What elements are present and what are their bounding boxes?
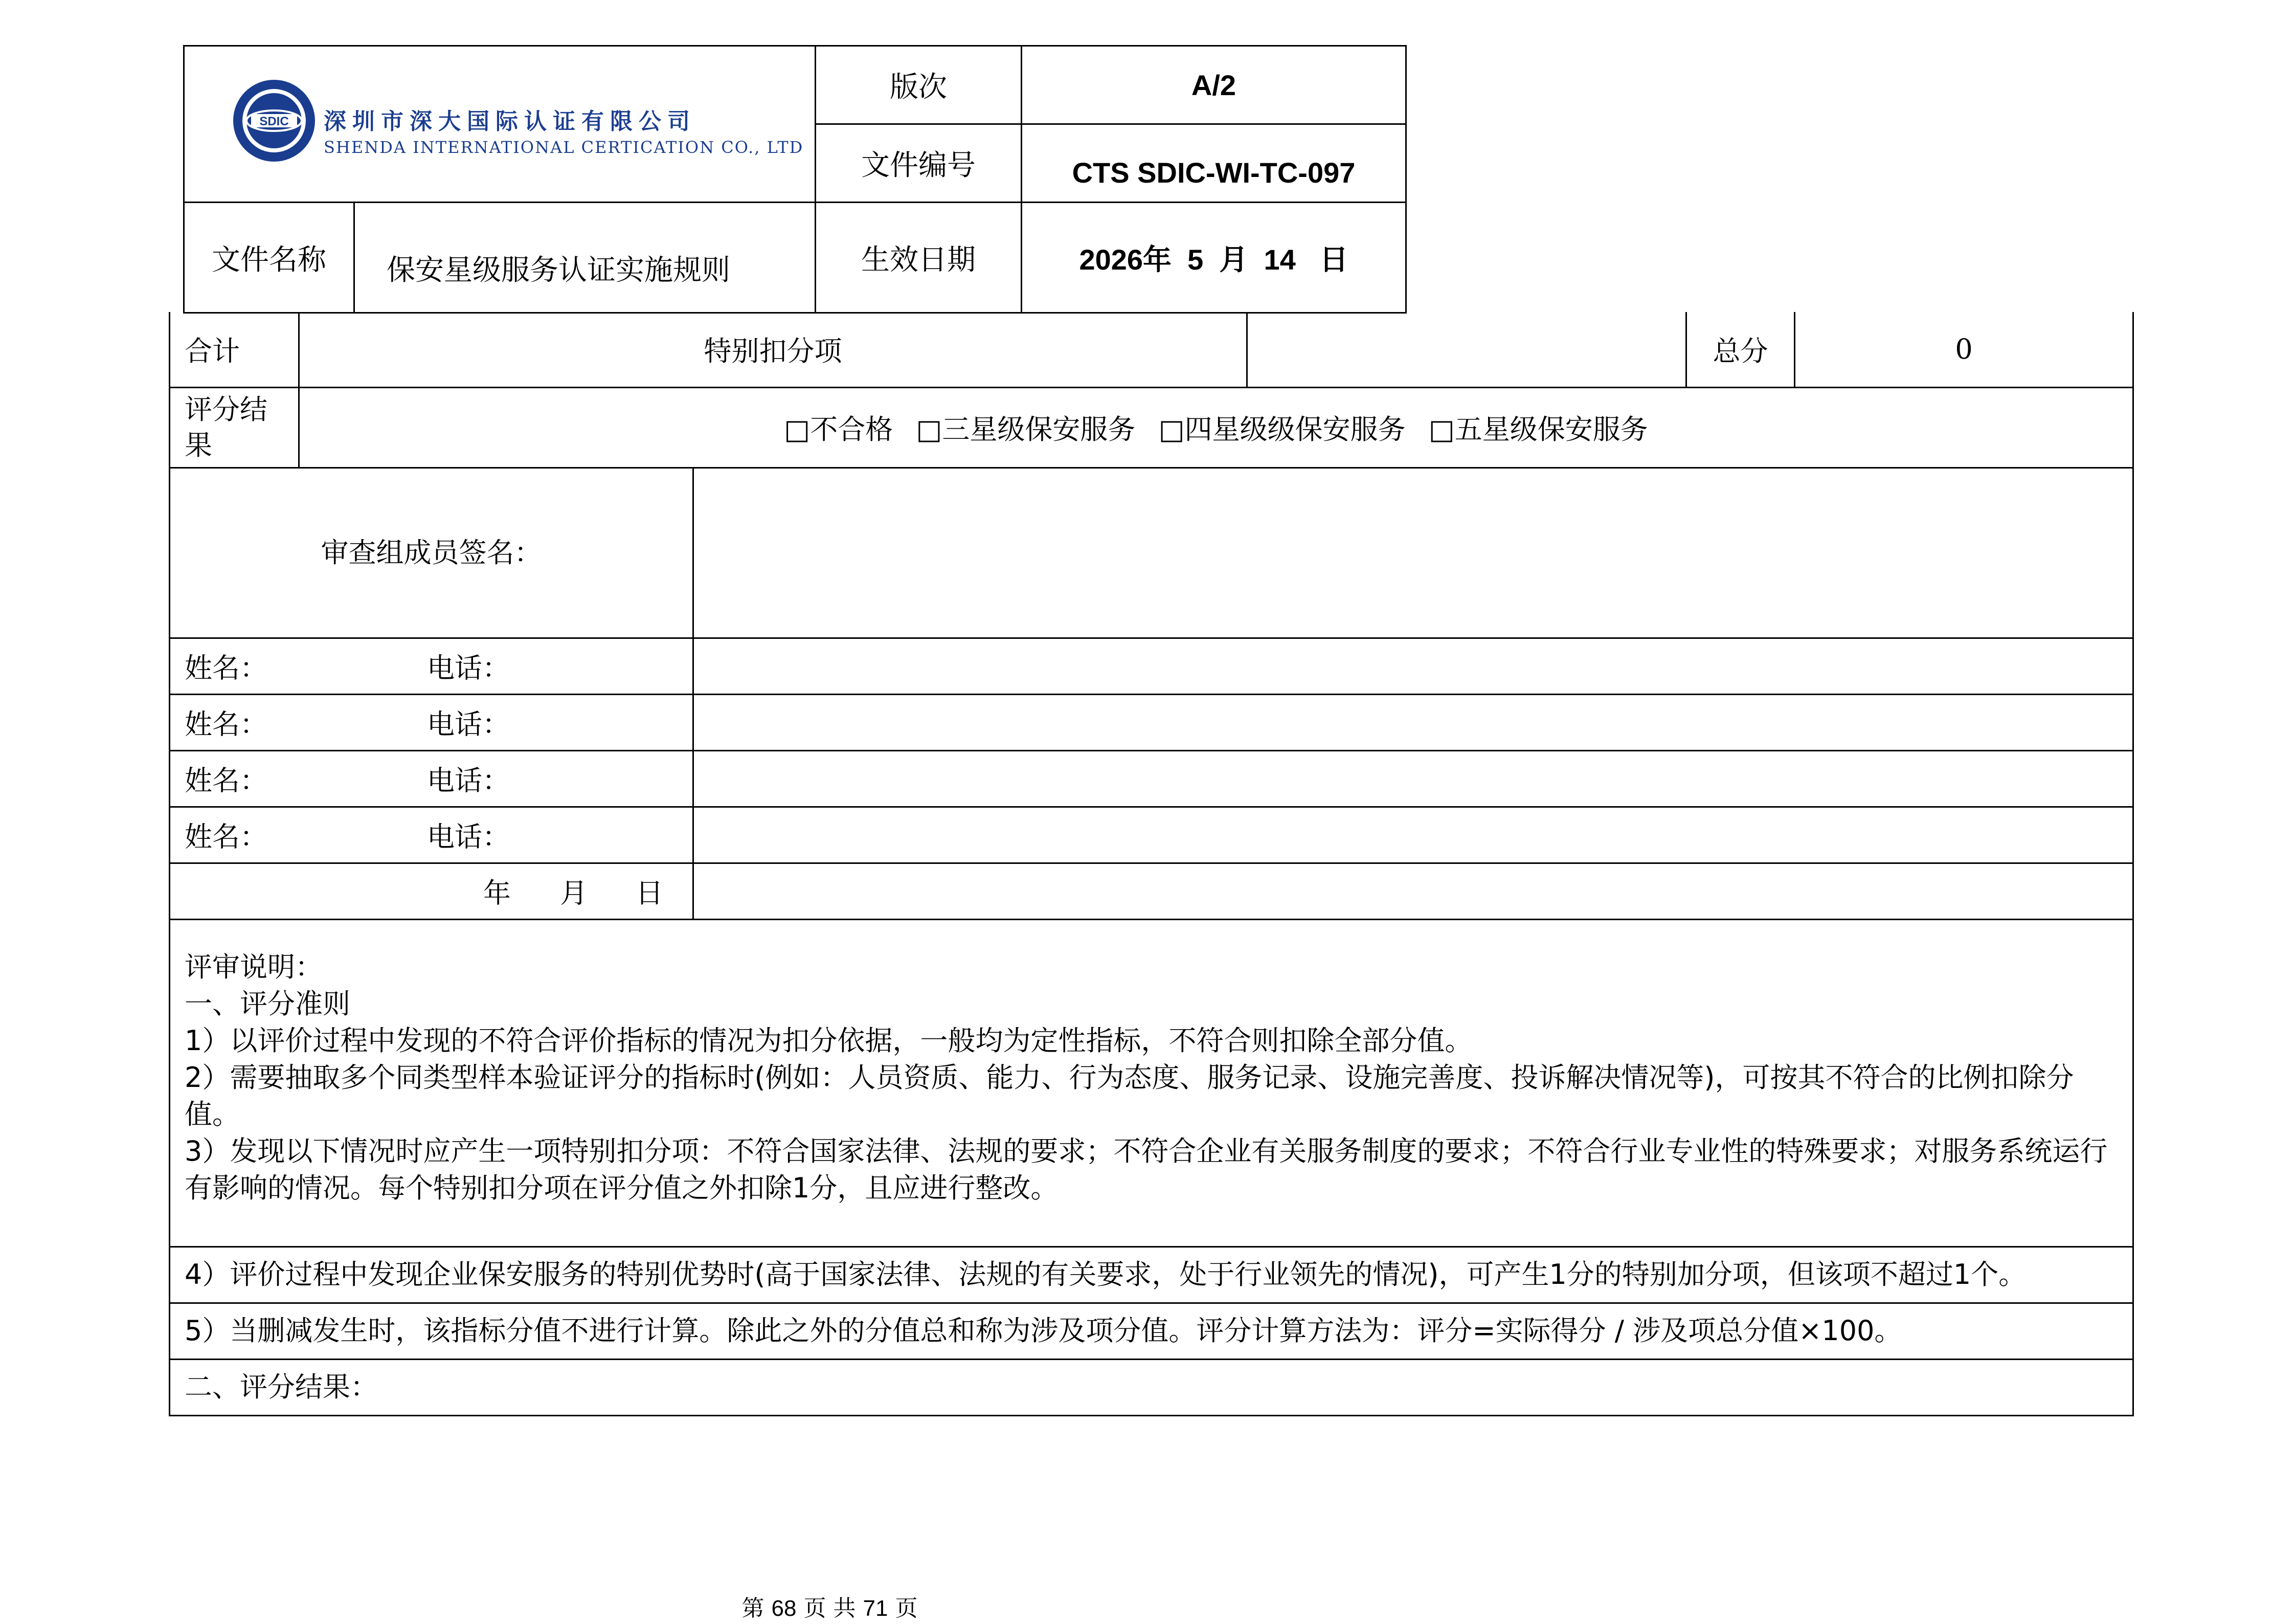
effective-date-label: 生效日期	[816, 203, 1022, 313]
member-name-label: 姓名：	[185, 764, 267, 797]
notes-item-4: 4）评价过程中发现企业保安服务的特别优势时(高于国家法律、法规的有关要求，处于行业领先的情况)，可产生1分的特别加分项，但该项不超过1个。	[170, 1247, 2133, 1303]
review-notes	[170, 919, 2133, 1247]
page-footer	[0, 1590, 1659, 1622]
member-phone-label: 电话：	[427, 764, 510, 797]
option-four-star-checkbox[interactable]: □四星级级保安服务	[1158, 413, 1406, 446]
doc-number-value: CTS SDIC-WI-TC-097	[1022, 124, 1406, 203]
date-field[interactable]	[693, 863, 2133, 919]
member-row-4	[170, 807, 693, 863]
option-fail-checkbox[interactable]: □不合格	[784, 413, 893, 446]
signature-date	[170, 863, 693, 919]
member-phone-label: 电话：	[427, 820, 510, 853]
member-row-2	[170, 694, 693, 750]
member-phone-label: 电话：	[427, 708, 510, 741]
footer-prefix: 第	[741, 1595, 764, 1621]
notes-title: 评审说明：	[185, 950, 323, 983]
date-month-label: 月	[560, 877, 588, 909]
sdic-seal-icon	[231, 77, 318, 164]
footer-middle: 页 共	[803, 1595, 856, 1621]
company-logo	[231, 77, 804, 180]
notes-item-3: 3）发现以下情况时应产生一项特别扣分项：不符合国家法律、法规的要求；不符合企业有关服务制度的要求；不符合行业专业性的特殊要求；对服务系统运行有影响的情况。每个特别扣分项在评分值之外扣除1分，且应进行整改。	[185, 1134, 2108, 1204]
notes-item-1: 1）以评价过程中发现的不符合评价指标的情况为扣分依据，一般均为定性指标，不符合则扣除全部分值。	[185, 1024, 1473, 1057]
member-row-1	[170, 638, 693, 694]
option-five-star-checkbox[interactable]: □五星级保安服务	[1428, 413, 1648, 446]
notes-section-1: 一、评分准则	[185, 987, 350, 1020]
member-phone-label: 电话：	[427, 652, 510, 684]
doc-number-label: 文件编号	[816, 124, 1022, 203]
member-signature-field[interactable]	[693, 694, 2133, 750]
version-label: 版次	[816, 46, 1022, 124]
result-label: 评分结果	[170, 387, 299, 468]
evaluation-form	[169, 312, 2134, 1416]
member-name-label: 姓名：	[185, 708, 267, 741]
effective-date-value: 2026年 5 月 14 日	[1022, 203, 1406, 313]
member-signature-field[interactable]	[693, 750, 2133, 807]
company-logo-cell	[184, 46, 816, 203]
footer-suffix: 页	[895, 1595, 918, 1621]
page-number: 68	[771, 1596, 797, 1621]
notes-item-2: 2）需要抽取多个同类型样本验证评分的指标时(例如：人员资质、能力、行为态度、服务记录、设施完善度、投诉解决情况等)，可按其不符合的比例扣除分值。	[185, 1061, 2074, 1130]
member-row-3	[170, 750, 693, 807]
special-deduction-value[interactable]	[1247, 312, 1686, 387]
notes-section-2: 二、评分结果：	[170, 1359, 2133, 1415]
doc-name-label: 文件名称	[184, 203, 354, 313]
logo-text: SDIC	[259, 115, 289, 128]
total-label: 合计	[170, 312, 299, 387]
company-name-en: SHENDA INTERNATIONAL CERTICATION CO., LTD	[324, 138, 804, 157]
signature-label: 审查组成员签名：	[170, 468, 693, 638]
notes-item-5: 5）当删减发生时，该指标分值不进行计算。除此之外的分值总和称为涉及项分值。评分计算方法为：评分=实际得分 / 涉及项总分值×100。	[170, 1303, 2133, 1359]
option-three-star-checkbox[interactable]: □三星级保安服务	[916, 413, 1136, 446]
member-signature-field[interactable]	[693, 638, 2133, 694]
member-signature-field[interactable]	[693, 807, 2133, 863]
date-year-label: 年	[483, 877, 511, 909]
page-total: 71	[863, 1596, 888, 1621]
document-header	[183, 45, 1407, 314]
company-name-cn: 深圳市深大国际认证有限公司	[324, 108, 696, 135]
member-name-label: 姓名：	[185, 652, 267, 684]
total-score-value: 0	[1795, 312, 2133, 387]
signature-area[interactable]	[693, 468, 2133, 638]
date-day-label: 日	[636, 877, 663, 909]
special-deduction-label: 特别扣分项	[299, 312, 1247, 387]
doc-name-value: 保安星级服务认证实施规则	[354, 203, 816, 313]
version-value: A/2	[1022, 46, 1406, 124]
result-options	[299, 387, 2133, 468]
total-score-label: 总分	[1686, 312, 1795, 387]
member-name-label: 姓名：	[185, 820, 267, 853]
